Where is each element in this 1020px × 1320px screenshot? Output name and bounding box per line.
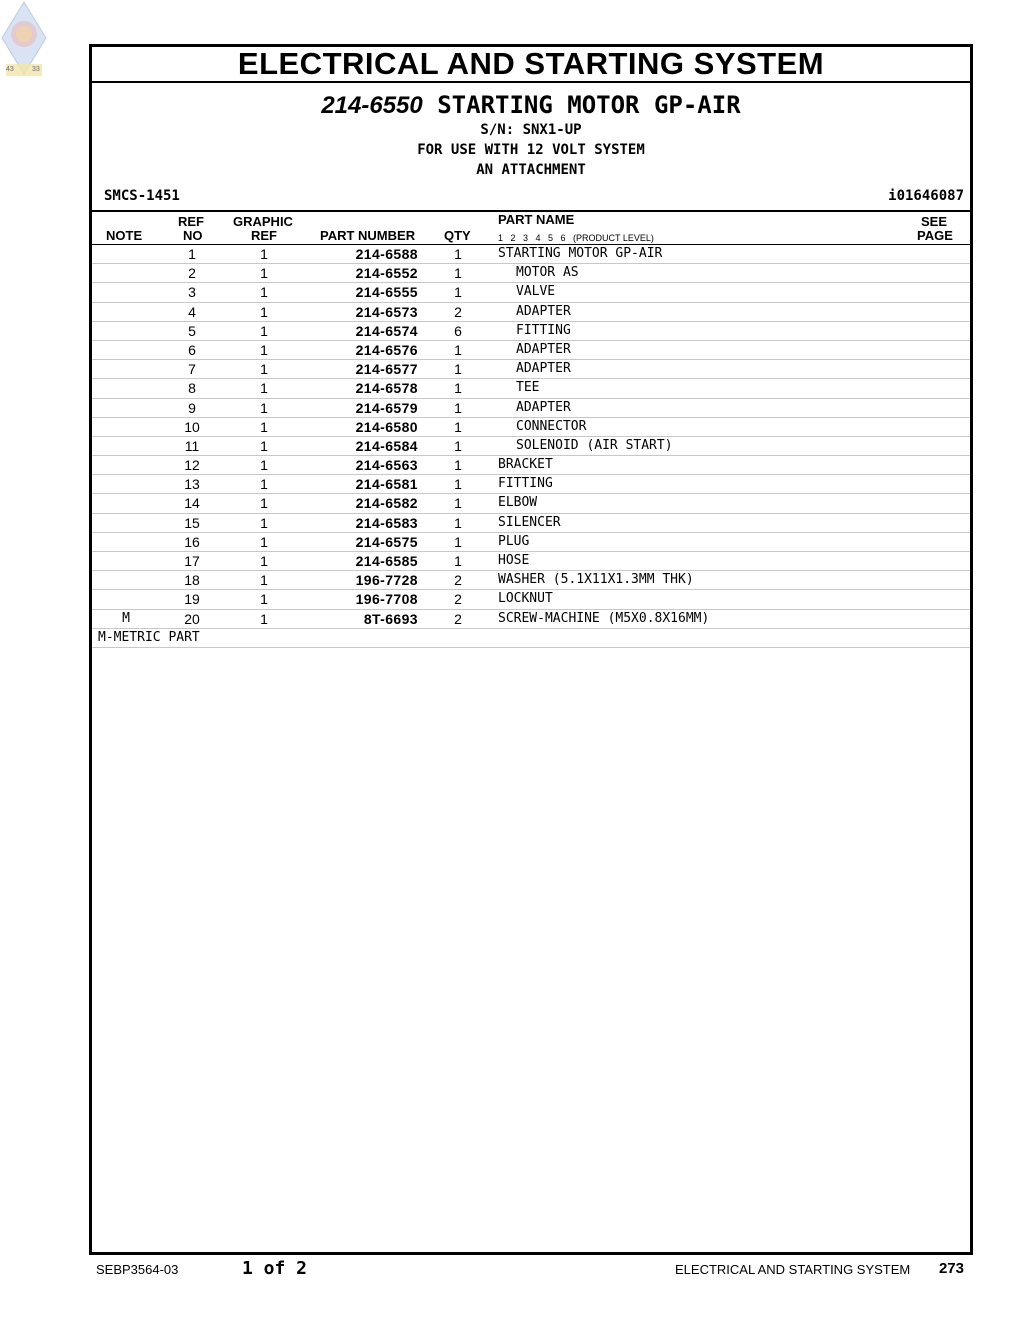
part-number-cell: 214-6575 bbox=[355, 533, 418, 550]
part-number-cell: 196-7708 bbox=[355, 591, 418, 608]
publisher-logo bbox=[0, 0, 48, 80]
part-name-cell: FITTING bbox=[498, 476, 553, 492]
qty-cell: 1 bbox=[454, 514, 462, 531]
graphic-ref-cell: 1 bbox=[260, 591, 268, 608]
table-row bbox=[92, 456, 970, 475]
qty-cell: 2 bbox=[454, 572, 462, 589]
graphic-ref-cell: 1 bbox=[260, 380, 268, 397]
attachment-note: AN ATTACHMENT bbox=[476, 162, 586, 178]
qty-cell: 2 bbox=[454, 610, 462, 627]
part-name-cell: TEE bbox=[516, 380, 540, 396]
ref-no-cell: 16 bbox=[184, 533, 200, 550]
part-name-cell: BRACKET bbox=[498, 457, 553, 473]
col-part-number: PART NUMBER bbox=[320, 228, 416, 243]
ref-no-cell: 8 bbox=[188, 380, 196, 397]
ref-no-cell: 17 bbox=[184, 553, 200, 569]
col-graphic-bottom: REF bbox=[251, 228, 277, 243]
qty-cell: 1 bbox=[454, 265, 462, 282]
part-name-cell: WASHER (5.1X11X1.3MM THK) bbox=[498, 572, 694, 588]
part-number-cell: 8T-6693 bbox=[363, 610, 418, 627]
smcs-code: SMCS-1451 bbox=[104, 188, 180, 204]
col-see-bottom: PAGE bbox=[917, 228, 953, 243]
part-number-cell: 214-6581 bbox=[355, 476, 418, 493]
graphic-ref-cell: 1 bbox=[260, 610, 268, 627]
part-name-cell: SILENCER bbox=[498, 514, 561, 530]
part-number-cell: 214-6574 bbox=[355, 322, 418, 339]
qty-cell: 1 bbox=[454, 457, 462, 474]
part-name-cell: ADAPTER bbox=[516, 341, 571, 357]
part-number-cell: 214-6573 bbox=[355, 303, 418, 320]
qty-cell: 1 bbox=[454, 533, 462, 550]
parts-page-frame bbox=[89, 44, 973, 1255]
table-row bbox=[92, 571, 970, 590]
col-ref-bottom: NO bbox=[183, 228, 203, 243]
part-number-cell: 214-6588 bbox=[355, 246, 418, 262]
page-of: 1 of 2 bbox=[242, 1258, 308, 1279]
part-number-cell: 214-6552 bbox=[355, 265, 418, 282]
table-row bbox=[92, 264, 970, 283]
note-cell: M bbox=[122, 610, 130, 626]
usage-note: FOR USE WITH 12 VOLT SYSTEM bbox=[417, 142, 645, 158]
column-header bbox=[92, 212, 970, 245]
qty-cell: 2 bbox=[454, 303, 462, 320]
ref-no-cell: 11 bbox=[184, 437, 200, 454]
table-row bbox=[92, 283, 970, 302]
part-number-cell: 214-6582 bbox=[355, 495, 418, 512]
table-row bbox=[92, 418, 970, 437]
graphic-ref-cell: 1 bbox=[260, 572, 268, 589]
ref-no-cell: 18 bbox=[184, 572, 200, 589]
part-number-cell: 214-6579 bbox=[355, 399, 418, 416]
ref-no-cell: 1 bbox=[188, 246, 196, 262]
parts-list bbox=[92, 245, 970, 629]
part-number-cell: 214-6584 bbox=[355, 437, 418, 454]
section-title: ELECTRICAL AND STARTING SYSTEM bbox=[92, 47, 970, 83]
part-name-cell: MOTOR AS bbox=[516, 265, 579, 281]
table-row bbox=[92, 303, 970, 322]
page-footer bbox=[96, 1258, 964, 1282]
page-number: 273 bbox=[938, 1260, 964, 1277]
graphic-ref-cell: 1 bbox=[260, 399, 268, 416]
ref-no-cell: 15 bbox=[184, 514, 200, 531]
smcs-row bbox=[92, 186, 970, 212]
group-header bbox=[92, 91, 970, 180]
part-name-cell: CONNECTOR bbox=[516, 418, 587, 434]
table-row bbox=[92, 245, 970, 264]
col-ref-top: REF bbox=[178, 214, 204, 229]
ref-no-cell: 7 bbox=[188, 361, 196, 378]
part-name-cell: FITTING bbox=[516, 322, 571, 338]
col-graphic-top: GRAPHIC bbox=[233, 214, 293, 229]
part-name-cell: LOCKNUT bbox=[498, 591, 553, 607]
graphic-ref-cell: 1 bbox=[260, 495, 268, 512]
table-row bbox=[92, 399, 970, 418]
ref-no-cell: 2 bbox=[188, 265, 196, 282]
table-row bbox=[92, 552, 970, 571]
part-number-cell: 214-6578 bbox=[355, 380, 418, 397]
graphic-ref-cell: 1 bbox=[260, 361, 268, 378]
document-number: SEBP3564-03 bbox=[96, 1262, 179, 1277]
part-number-cell: 214-6577 bbox=[355, 361, 418, 378]
footnote: M-METRIC PART bbox=[92, 629, 970, 648]
ref-no-cell: 6 bbox=[188, 341, 196, 358]
group-name: STARTING MOTOR GP-AIR bbox=[437, 91, 741, 119]
col-part-name: PART NAME bbox=[498, 212, 575, 227]
part-number-cell: 214-6555 bbox=[355, 284, 418, 301]
part-name-cell: ADAPTER bbox=[516, 361, 571, 377]
col-product-levels: 1 2 3 4 5 6 (PRODUCT LEVEL) bbox=[498, 233, 654, 243]
table-row bbox=[92, 610, 970, 629]
part-number-cell: 196-7728 bbox=[355, 572, 418, 589]
part-name-cell: ADAPTER bbox=[516, 399, 571, 415]
graphic-ref-cell: 1 bbox=[260, 284, 268, 301]
part-name-cell: ADAPTER bbox=[516, 303, 571, 319]
qty-cell: 1 bbox=[454, 246, 462, 262]
serial-range: S/N: SNX1-UP bbox=[480, 122, 582, 138]
part-number-cell: 214-6580 bbox=[355, 418, 418, 435]
part-name-cell: PLUG bbox=[498, 533, 530, 549]
qty-cell: 1 bbox=[454, 495, 462, 512]
table-row bbox=[92, 341, 970, 360]
part-name-cell: SCREW-MACHINE (M5X0.8X16MM) bbox=[498, 610, 710, 626]
table-row bbox=[92, 494, 970, 513]
qty-cell: 1 bbox=[454, 380, 462, 397]
group-part-number: 214-6550 bbox=[321, 92, 423, 119]
ref-no-cell: 20 bbox=[184, 610, 200, 627]
ref-no-cell: 19 bbox=[184, 591, 200, 608]
part-number-cell: 214-6583 bbox=[355, 514, 418, 531]
ref-no-cell: 5 bbox=[188, 322, 196, 339]
qty-cell: 2 bbox=[454, 591, 462, 608]
graphic-ref-cell: 1 bbox=[260, 533, 268, 550]
ref-no-cell: 4 bbox=[188, 303, 196, 320]
graphic-ref-cell: 1 bbox=[260, 341, 268, 358]
ref-no-cell: 10 bbox=[184, 418, 200, 435]
qty-cell: 1 bbox=[454, 399, 462, 416]
qty-cell: 1 bbox=[454, 437, 462, 454]
qty-cell: 1 bbox=[454, 418, 462, 435]
logo-right-number: 33 bbox=[32, 66, 40, 73]
graphic-ref-cell: 1 bbox=[260, 553, 268, 569]
part-number-cell: 214-6585 bbox=[355, 553, 418, 569]
col-note: NOTE bbox=[106, 228, 143, 243]
table-row bbox=[92, 379, 970, 398]
qty-cell: 1 bbox=[454, 341, 462, 358]
graphic-ref-cell: 1 bbox=[260, 322, 268, 339]
ref-no-cell: 14 bbox=[184, 495, 200, 512]
table-row bbox=[92, 590, 970, 609]
part-name-cell: SOLENOID (AIR START) bbox=[516, 437, 673, 453]
qty-cell: 1 bbox=[454, 476, 462, 493]
graphic-ref-cell: 1 bbox=[260, 265, 268, 282]
part-name-cell: HOSE bbox=[498, 553, 530, 568]
table-row bbox=[92, 514, 970, 533]
qty-cell: 6 bbox=[454, 322, 462, 339]
ref-no-cell: 12 bbox=[184, 457, 200, 474]
footer-section: ELECTRICAL AND STARTING SYSTEM bbox=[675, 1262, 911, 1277]
col-qty: QTY bbox=[444, 228, 471, 243]
qty-cell: 1 bbox=[454, 553, 462, 569]
graphic-ref-cell: 1 bbox=[260, 418, 268, 435]
graphic-ref-cell: 1 bbox=[260, 303, 268, 320]
table-row bbox=[92, 475, 970, 494]
graphic-ref-cell: 1 bbox=[260, 437, 268, 454]
qty-cell: 1 bbox=[454, 361, 462, 378]
table-row bbox=[92, 437, 970, 456]
graphic-ref-cell: 1 bbox=[260, 457, 268, 474]
illustration-id: i01646087 bbox=[888, 188, 964, 204]
part-name-cell: ELBOW bbox=[498, 495, 538, 511]
ref-no-cell: 13 bbox=[184, 476, 200, 493]
part-number-cell: 214-6576 bbox=[355, 341, 418, 358]
part-number-cell: 214-6563 bbox=[355, 457, 418, 474]
table-row bbox=[92, 533, 970, 552]
col-see-top: SEE bbox=[921, 214, 948, 229]
table-row bbox=[92, 360, 970, 379]
ref-no-cell: 9 bbox=[188, 399, 196, 416]
table-row bbox=[92, 322, 970, 341]
graphic-ref-cell: 1 bbox=[260, 246, 268, 262]
graphic-ref-cell: 1 bbox=[260, 476, 268, 493]
qty-cell: 1 bbox=[454, 284, 462, 301]
part-name-cell: VALVE bbox=[516, 284, 556, 300]
ref-no-cell: 3 bbox=[188, 284, 196, 301]
graphic-ref-cell: 1 bbox=[260, 514, 268, 531]
logo-left-number: 43 bbox=[6, 66, 14, 73]
part-name-cell: STARTING MOTOR GP-AIR bbox=[498, 246, 663, 261]
group-title-line bbox=[92, 91, 970, 120]
